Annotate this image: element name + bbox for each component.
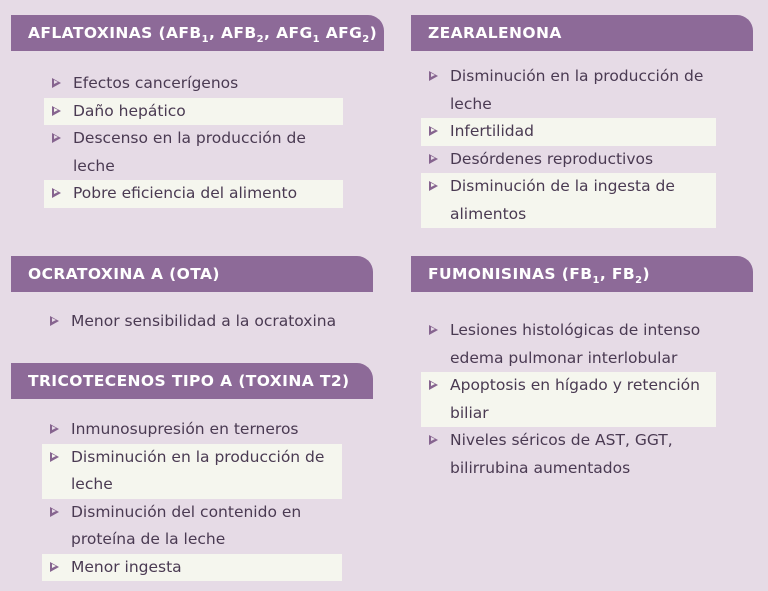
triangle-bullet-icon: [52, 78, 61, 88]
zearalenona-header: [411, 15, 753, 51]
triangle-bullet-icon: [50, 316, 59, 326]
triangle-bullet-icon: [52, 188, 61, 198]
list-item: Apoptosis en hígado y retención biliar: [421, 372, 716, 427]
triangle-bullet-icon: [429, 181, 438, 191]
tricotecenos-header: [11, 363, 373, 399]
list-item: Inmunosupresión en terneros: [42, 416, 342, 444]
list-item: Pobre eficiencia del alimento: [44, 180, 343, 208]
list-item: Niveles séricos de AST, GGT, bilirrubina aumentados: [421, 427, 716, 482]
fumonisinas-header: [411, 256, 753, 292]
triangle-bullet-icon: [429, 435, 438, 445]
triangle-bullet-icon: [429, 380, 438, 390]
list-item: Efectos cancerígenos: [44, 70, 343, 98]
triangle-bullet-icon: [52, 133, 61, 143]
aflatoxinas-header: [11, 15, 384, 51]
list-item: Disminución de la ingesta de alimentos: [421, 173, 716, 228]
zearalenona-list: [421, 63, 716, 228]
list-item: Disminución del contenido en proteína de la leche: [42, 499, 342, 554]
triangle-bullet-icon: [429, 126, 438, 136]
ocratoxina-list: [42, 308, 360, 336]
ocratoxina-title: OCRATOXINA A (OTA): [28, 265, 220, 283]
list-item: Disminución en la producción de leche: [42, 444, 342, 499]
triangle-bullet-icon: [52, 106, 61, 116]
triangle-bullet-icon: [429, 154, 438, 164]
list-item: Desórdenes reproductivos: [421, 146, 716, 174]
list-item: Menor ingesta: [42, 554, 342, 582]
zearalenona-title: ZEARALENONA: [428, 24, 562, 42]
aflatoxinas-list: [44, 70, 343, 208]
fumonisinas-list: [421, 317, 716, 482]
triangle-bullet-icon: [429, 71, 438, 81]
triangle-bullet-icon: [50, 507, 59, 517]
tricotecenos-title: TRICOTECENOS TIPO A (TOXINA T2): [28, 372, 350, 390]
triangle-bullet-icon: [429, 325, 438, 335]
tricotecenos-list: [42, 416, 342, 581]
list-item: Descenso en la producción de leche: [44, 125, 343, 180]
list-item: Daño hepático: [44, 98, 343, 126]
list-item: Lesiones histológicas de intenso edema pulmonar interlobular: [421, 317, 716, 372]
fumonisinas-title: FUMONISINAS ($FB_1$, $FB_2$): [428, 265, 650, 287]
triangle-bullet-icon: [50, 452, 59, 462]
triangle-bullet-icon: [50, 562, 59, 572]
list-item: Disminución en la producción de leche: [421, 63, 716, 118]
list-item: Menor sensibilidad a la ocratoxina: [42, 308, 360, 336]
ocratoxina-header: [11, 256, 373, 292]
triangle-bullet-icon: [50, 424, 59, 434]
aflatoxinas-title: AFLATOXINAS ($AFB_1$, $AFB_2$, $AFG_1$ $AFG_2$): [28, 24, 378, 46]
list-item: Infertilidad: [421, 118, 716, 146]
